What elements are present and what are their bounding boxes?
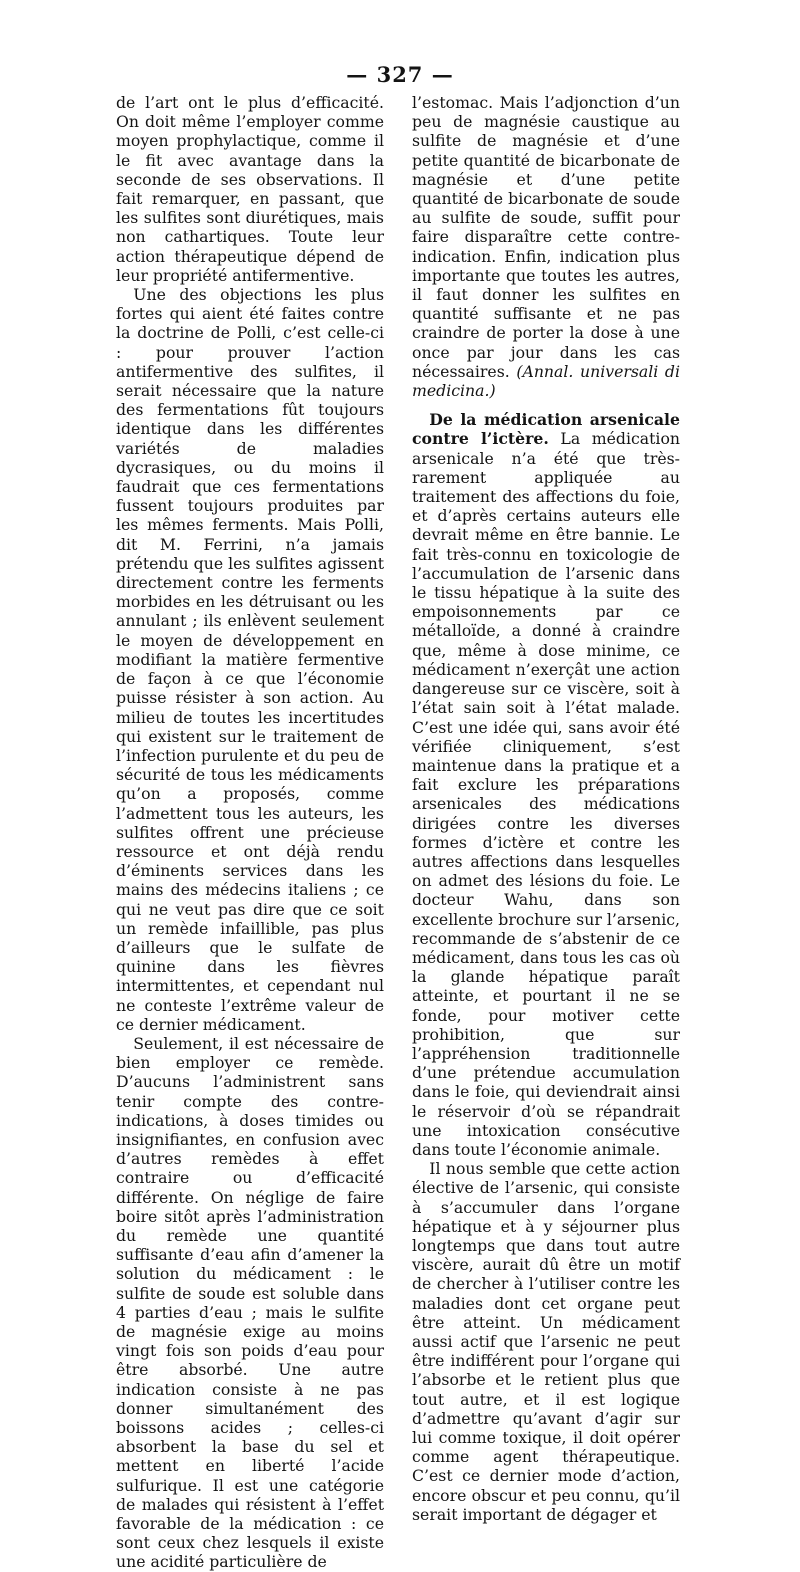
left-paragraph-2: Une des objections les plus fortes qui aient été faites contre la doctrine de Polli, c’est celle-ci : pour prouver l’action antifermentive des sulfites, il serait nécessaire que la nature des fermentations fût toujours identique dans les différentes variétés de maladies dycrasiques, ou du moins il faudrait que ces fermentations fussent toujours produites par les mêmes ferments. Mais Polli, dit M. Ferrini, n’a jamais prétendu que les sulfites agissent directement contre les ferments morbides en les détruisant ou les annulant ; ils enlèvent seulement le moyen de développement en modifiant la matière fermentive de façon à ce que l’économie puisse résister à son action. Au milieu de toutes les incertitudes qui existent sur le traitement de l’infection purulente et du peu de sécurité de tous les médicaments qu’on a proposés, comme l’admettent tous les auteurs, les sulfites offrent une précieuse ressource et ont déjà rendu d’éminents services dans les mains des médecins italiens ; ce qui ne veut pas dire que ce soit un remède infaillible, pas plus d’ailleurs que le sulfate de quinine dans les fièvres intermittentes, et cependant nul ne conteste l’extrême valeur de ce dernier médicament. bbox=[116, 285, 384, 1034]
citation: (Annal. universali di medicina.) bbox=[412, 361, 680, 401]
section-title: De la médication arsenicale contre l’ictère. bbox=[412, 410, 680, 449]
right-paragraph-3: Il nous semble que cette action élective de l’arsenic, qui consiste à s’accumuler dans l’organe hépatique et à y séjourner plus longtemps que dans tout autre viscère, aurait dû être un motif de chercher à l’utiliser contre les maladies dont cet organe peut être atteint. Un médicament aussi actif que l’arsenic ne peut être indifférent pour l’organe qui l’absorbe et le retient plus que tout autre, et il est logique d’admettre qu’avant d’agir sur lui comme toxique, il doit opérer comme agent thérapeutique. C’est ce dernier mode d’action, encore obscur et peu connu, qu’il serait important de dégager et bbox=[412, 1159, 680, 1524]
right-paragraph-1-text: l’estomac. Mais l’adjonction d’un peu de magnésie caustique au sulfite de magnésie et d’une petite quantité de bicarbonate de magnésie et d’une petite quantité de bicarbonate de soude au sulfite de soude, suffit pour faire disparaître cette contre-indication. Enfin, indication plus importante que toutes les autres, il faut donner les sulfites en quantité suffisante et ne pas craindre de porter la dose à une once par jour dans les cas nécessaires. bbox=[412, 93, 680, 381]
right-paragraph-2 bbox=[412, 410, 680, 1159]
right-paragraph-1 bbox=[412, 93, 680, 400]
right-column bbox=[412, 93, 680, 1524]
left-paragraph-1: de l’art ont le plus d’efficacité. On doit même l’employer comme moyen prophylactique, comme il le fit avec avantage dans la seconde de ses observations. Il fait remarquer, en passant, que les sulfites sont diurétiques, mais non cathartiques. Toute leur action thérapeutique dépend de leur propriété antifermentive. bbox=[116, 93, 384, 285]
page-number: — 327 — bbox=[346, 62, 454, 87]
left-paragraph-3: Seulement, il est nécessaire de bien employer ce remède. D’aucuns l’administrent sans tenir compte des contre-indications, à doses timides ou insignifiantes, en confusion avec d’autres remèdes à effet contraire ou d’efficacité différente. On néglige de faire boire sitôt après l’administration du remède une quantité suffisante d’eau afin d’amener la solution du médicament : le sulfite de soude est soluble dans 4 parties d’eau ; mais le sulfite de magnésie exige au moins vingt fois son poids d’eau pour être absorbé. Une autre indication consiste à ne pas donner simultanément des boissons acides ; celles-ci absorbent la base du sel et mettent en liberté l’acide sulfurique. Il est une catégorie de malades qui résistent à l’effet favorable de la médication : ce sont ceux chez lesquels il existe une acidité particulière de bbox=[116, 1033, 384, 1572]
left-column bbox=[116, 93, 384, 1572]
right-paragraph-2-text: La médication arsenicale n’a été que très-rarement appliquée au traitement des affections du foie, et d’après certains auteurs elle devrait même en être bannie. Le fait très-connu en toxicologie de l’accumulation de l’arsenic dans le tissu hépatique à la suite des empoisonnements par ce métalloïde, a donné à craindre que, même à dose minime, ce médicament n’exerçât une action dangereuse sur ce viscère, soit à l’état sain soit à l’état malade. C’est une idée qui, sans avoir été vérifiée cliniquement, s’est maintenue dans la pratique et a fait exclure les préparations arsenicales des médications dirigées contre les diverses formes d’ictère et contre les autres affections dans lesquelles on admet des lésions du foie. Le docteur Wahu, dans son excellente brochure sur l’arsenic, recommande de s’abstenir de ce médicament, dans tous les cas où la glande hépatique paraît atteinte, et pourtant il ne se fonde, pour motiver cette prohibition, que sur l’appréhension traditionnelle d’une prétendue accumulation dans le foie, qui deviendrait ainsi le réservoir d’où se répandrait une intoxication consécutive dans toute l’économie animale. bbox=[412, 429, 680, 1159]
